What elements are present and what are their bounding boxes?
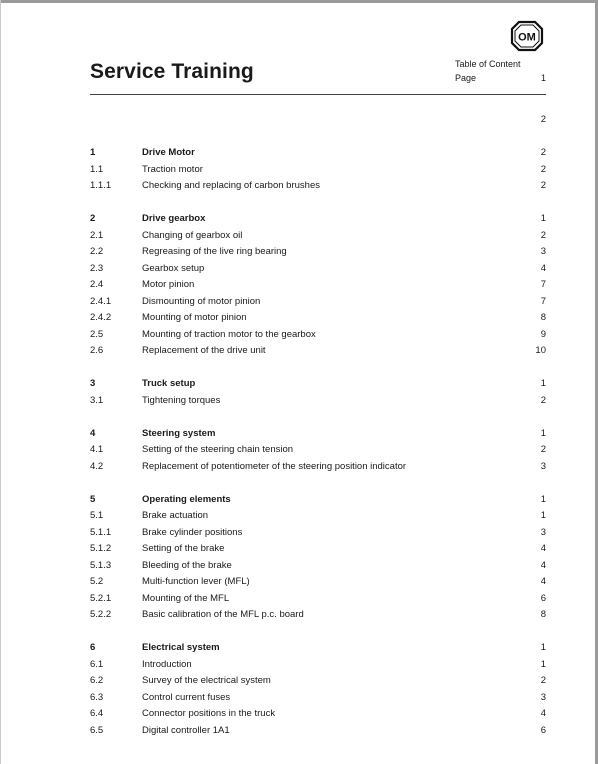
entry-page: 7: [540, 295, 546, 307]
entry-title: Changing of gearbox oil: [142, 229, 243, 241]
toc-entry: [90, 574, 546, 591]
entry-title: Brake actuation: [142, 510, 209, 521]
entry-number: 1.1.1: [90, 180, 112, 191]
entry-page: 2: [540, 229, 546, 241]
toc-intro-line: [90, 112, 546, 129]
toc-entry: [90, 690, 546, 707]
toc-entry: [90, 558, 546, 575]
toc-entry: [90, 442, 546, 459]
entry-title: Setting of the steering chain tension: [142, 444, 294, 455]
entry-number: 2.4.1: [90, 295, 112, 307]
entry-title: Dismounting of motor pinion: [142, 295, 261, 307]
entry-title: Replacement of potentiometer of the steering position indicator: [142, 460, 407, 472]
toc-entry: [90, 343, 546, 360]
entry-title: Tightening torques: [142, 394, 221, 406]
entry-page: 2: [540, 114, 546, 125]
entry-title: Multi-function lever (MFL): [142, 576, 250, 587]
toc-entry: [90, 228, 546, 245]
section-heading: [90, 376, 546, 393]
entry-title: Mounting of the MFL: [142, 592, 230, 604]
entry-number: 5.2.2: [90, 609, 112, 620]
entry-page: 2: [540, 444, 546, 455]
page-label: Page: [455, 73, 477, 83]
entry-number: 5.1.2: [90, 543, 112, 554]
entry-page: 1: [540, 510, 546, 521]
entry-title: Setting of the brake: [142, 543, 225, 554]
entry-page: 3: [540, 526, 546, 538]
section-heading: [90, 640, 546, 657]
entry-title: Drive Motor: [142, 147, 195, 158]
entry-title: Regreasing of the live ring bearing: [142, 246, 287, 257]
entry-page: 4: [540, 559, 546, 571]
entry-page: 10: [535, 345, 546, 356]
toc-entry: [90, 673, 546, 690]
entry-number: 6.3: [90, 691, 104, 703]
entry-number: 2.5: [90, 328, 104, 340]
toc-entry: [90, 591, 546, 608]
toc-entry: [90, 541, 546, 558]
entry-title: Control current fuses: [142, 691, 231, 703]
toc-entry: [90, 459, 546, 476]
toc-entry: [90, 294, 546, 311]
entry-page: 3: [540, 460, 546, 472]
entry-number: 3: [90, 378, 96, 389]
entry-page: 7: [540, 279, 546, 290]
doc-section-label: Table of Content: [455, 59, 521, 69]
entry-page: 4: [540, 262, 546, 274]
toc-entry: [90, 657, 546, 674]
entry-number: 2.4: [90, 279, 104, 290]
entry-page: 2: [540, 180, 546, 191]
entry-number: 5.2: [90, 576, 104, 587]
entry-number: 5.1.1: [90, 526, 112, 538]
entry-number: 3.1: [90, 394, 104, 406]
entry-page: 2: [540, 163, 546, 175]
entry-page: 8: [540, 312, 546, 323]
toc-entry: [90, 706, 546, 723]
toc-entry: [90, 310, 546, 327]
entry-title: Motor pinion: [142, 279, 195, 290]
entry-page: 3: [540, 246, 546, 257]
entry-page: 1: [540, 427, 546, 439]
entry-number: 6.2: [90, 675, 104, 686]
toc-entry: [90, 508, 546, 525]
header-info: [455, 57, 546, 85]
entry-number: 6.5: [90, 724, 104, 736]
entry-title: Operating elements: [142, 493, 231, 505]
entry-number: 5.1: [90, 510, 104, 521]
entry-number: 4.2: [90, 460, 104, 472]
entry-page: 2: [540, 394, 546, 406]
entry-page: 8: [540, 609, 546, 620]
entry-page: 1: [540, 213, 546, 224]
entry-title: Connector positions in the truck: [142, 708, 276, 719]
entry-title: Replacement of the drive unit: [142, 345, 266, 356]
entry-page: 2: [540, 147, 546, 158]
toc-entry: [90, 723, 546, 740]
entry-title: Brake cylinder positions: [142, 526, 243, 538]
entry-number: 6.1: [90, 658, 104, 670]
entry-title: Mounting of motor pinion: [142, 312, 247, 323]
entry-title: Checking and replacing of carbon brushes: [142, 180, 320, 191]
entry-number: 5.2.1: [90, 592, 112, 604]
entry-number: 2.6: [90, 345, 104, 356]
toc-entry: [90, 178, 546, 195]
entry-title: Digital controller 1A1: [142, 724, 230, 736]
section-heading: [90, 426, 546, 443]
entry-number: 4: [90, 427, 96, 439]
entry-page: 6: [540, 592, 546, 604]
entry-title: Steering system: [142, 427, 216, 439]
table-of-contents: [90, 112, 546, 739]
entry-number: 2.2: [90, 246, 104, 257]
toc-entry: [90, 393, 546, 410]
entry-page: 2: [540, 675, 546, 686]
toc-entry: [90, 261, 546, 278]
entry-number: 6.4: [90, 708, 104, 719]
entry-number: 4.1: [90, 444, 104, 455]
entry-title: Traction motor: [142, 163, 203, 175]
entry-number: 6: [90, 642, 96, 653]
entry-page: 1: [540, 658, 546, 670]
toc-entry: [90, 277, 546, 294]
entry-number: 1.1: [90, 163, 104, 175]
entry-page: 9: [540, 328, 546, 340]
page-top-edge: [0, 0, 598, 3]
entry-page: 6: [540, 724, 546, 736]
entry-number: 2.1: [90, 229, 104, 241]
entry-number: 2.4.2: [90, 312, 112, 323]
entry-title: Basic calibration of the MFL p.c. board: [142, 609, 304, 620]
entry-title: Gearbox setup: [142, 262, 205, 274]
entry-page: 4: [540, 576, 546, 587]
entry-number: 2.3: [90, 262, 104, 274]
logo-text: OM: [518, 31, 536, 44]
toc-entry: [90, 525, 546, 542]
entry-page: 3: [540, 691, 546, 703]
toc-entry: [90, 607, 546, 624]
entry-title: Introduction: [142, 658, 192, 670]
toc-entry: [90, 327, 546, 344]
entry-title: Drive gearbox: [142, 213, 206, 224]
om-logo: [510, 20, 544, 52]
entry-page: 1: [540, 493, 546, 505]
entry-page: 1: [540, 642, 546, 653]
section-heading: [90, 211, 546, 228]
entry-number: 2: [90, 213, 96, 224]
page-number: 1: [540, 73, 546, 83]
entry-number: 5: [90, 493, 96, 505]
entry-page: 4: [540, 543, 546, 554]
entry-number: 1: [90, 147, 96, 158]
entry-title: Electrical system: [142, 642, 220, 653]
page-title: Service Training: [90, 60, 254, 83]
entry-title: Survey of the electrical system: [142, 675, 271, 686]
section-heading: [90, 492, 546, 509]
entry-page: 4: [540, 708, 546, 719]
entry-title: Truck setup: [142, 378, 196, 389]
entry-title: Bleeding of the brake: [142, 559, 232, 571]
entry-title: Mounting of traction motor to the gearbox: [142, 328, 316, 340]
entry-number: 5.1.3: [90, 559, 112, 571]
toc-entry: [90, 244, 546, 261]
section-heading: [90, 145, 546, 162]
toc-entry: [90, 162, 546, 179]
entry-page: 1: [540, 378, 546, 389]
header-divider: [90, 94, 546, 95]
page-left-edge: [0, 0, 1, 764]
